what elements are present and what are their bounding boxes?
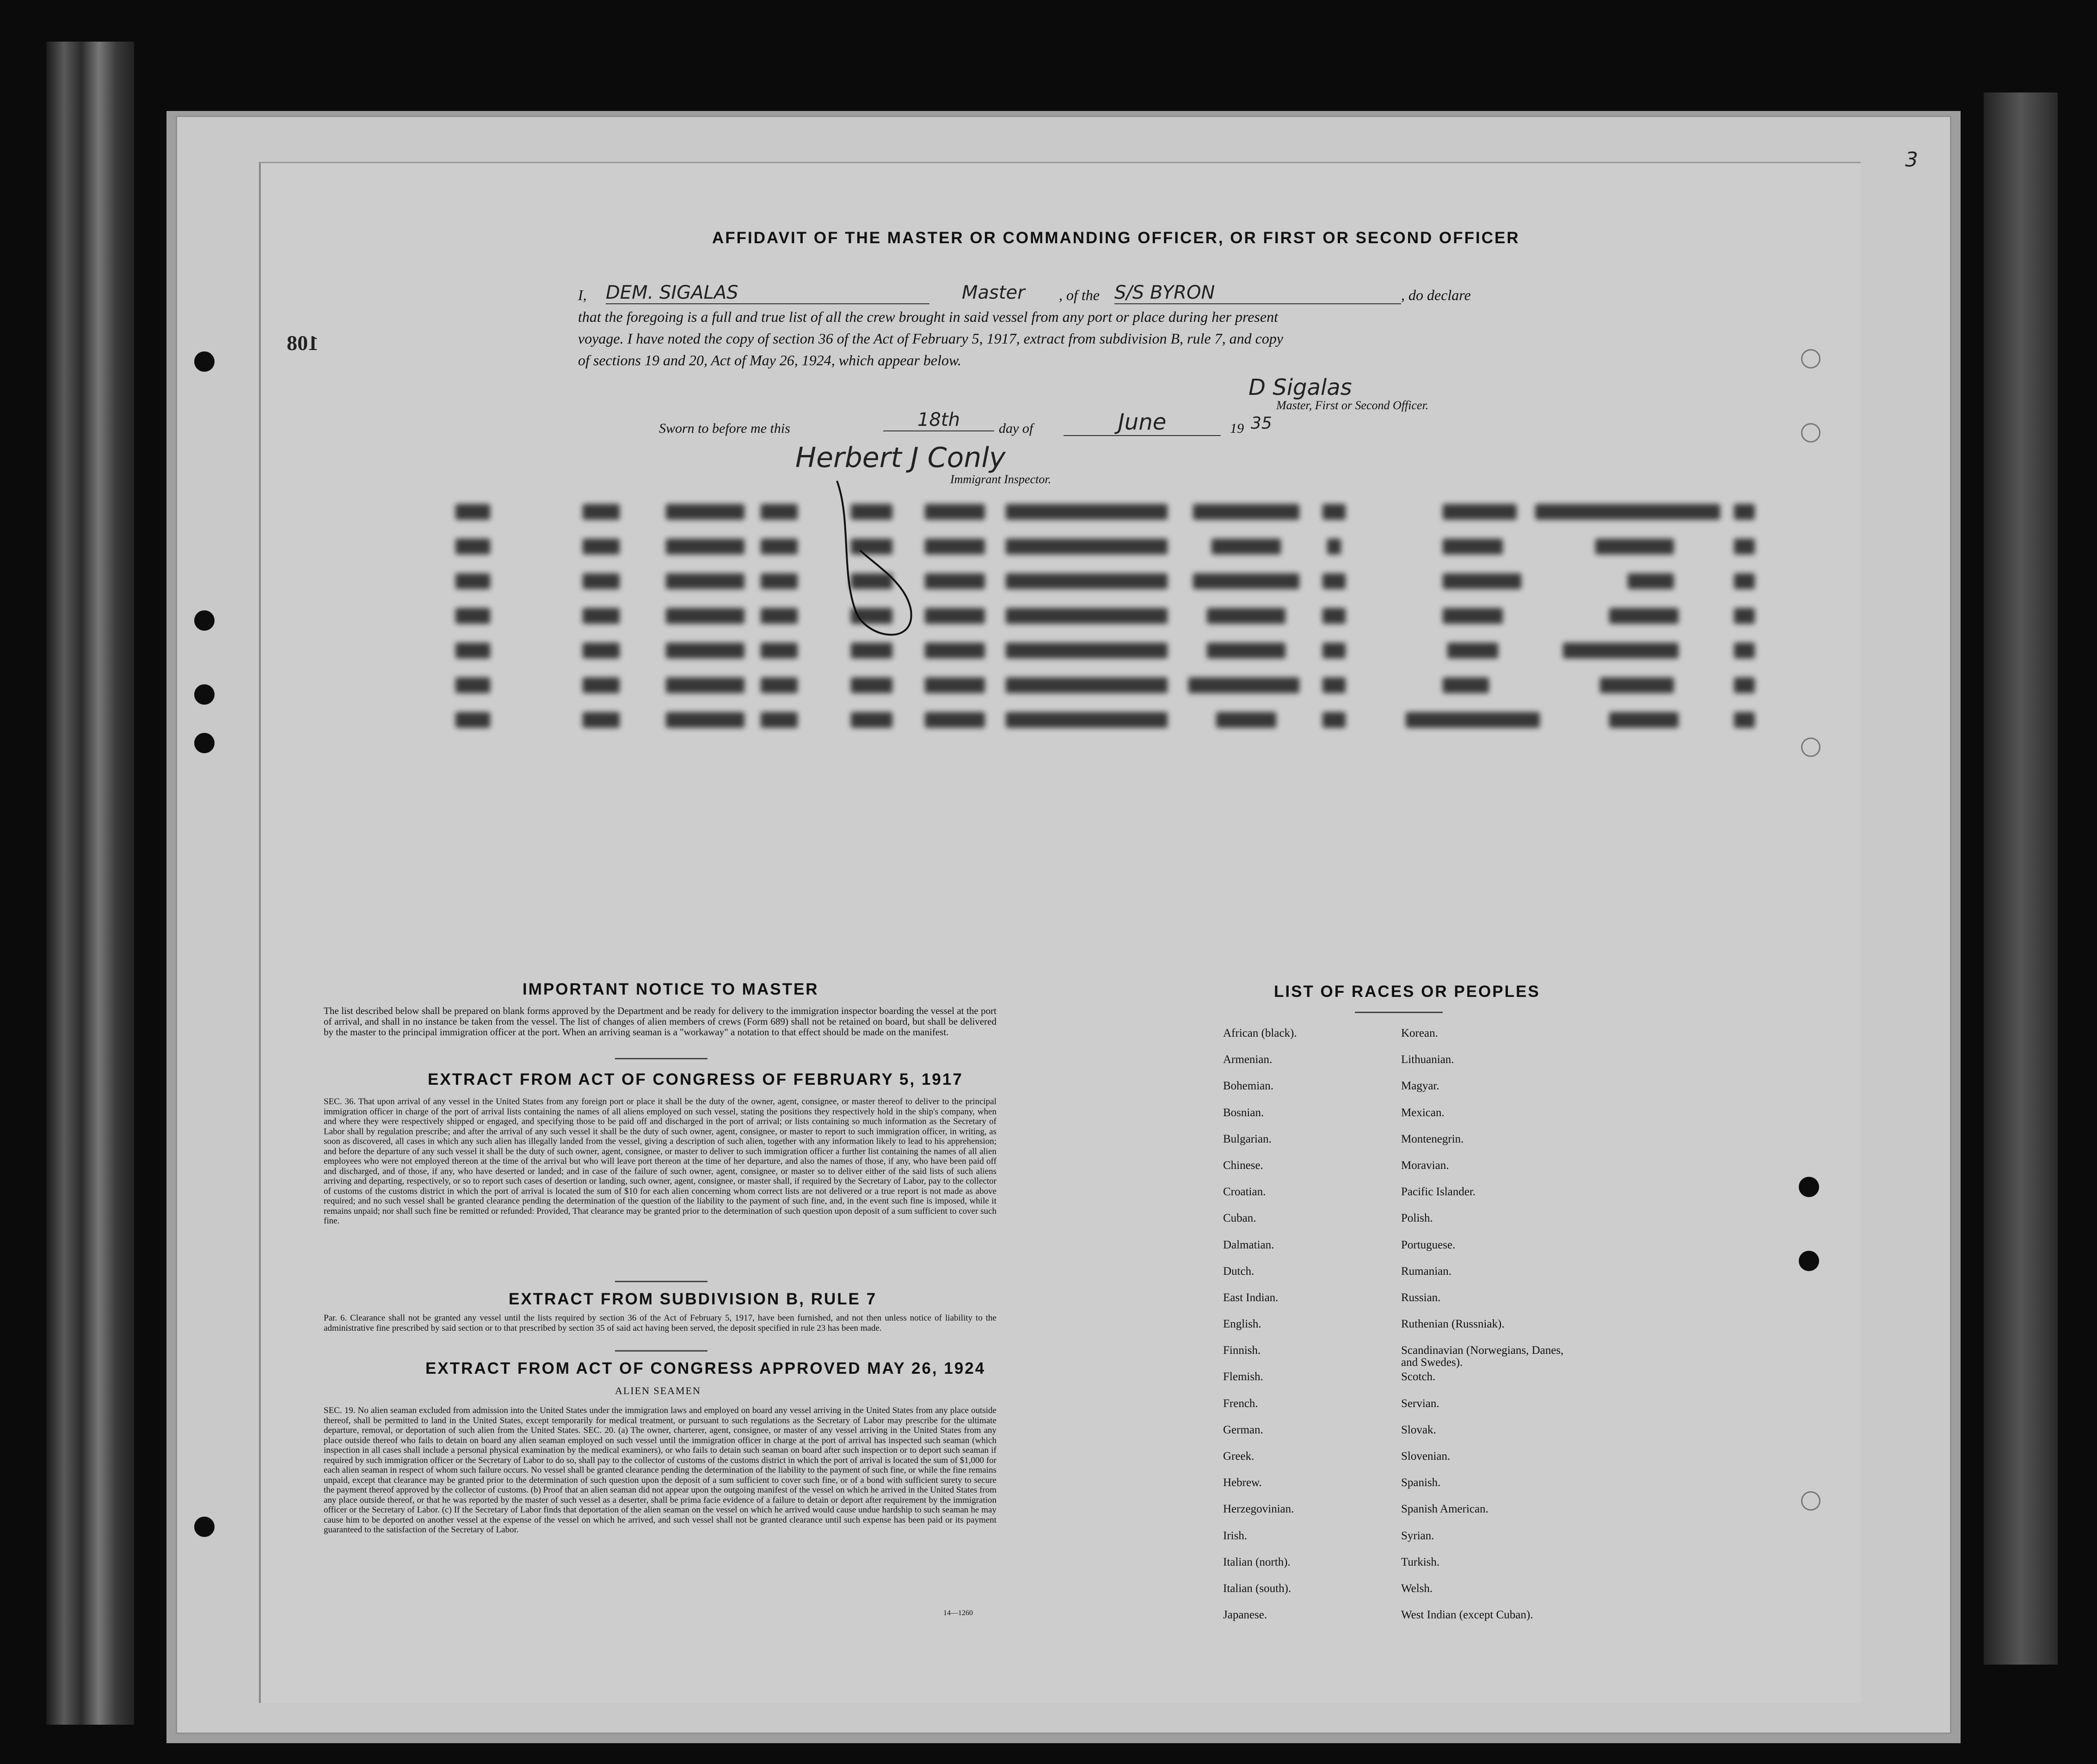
notice-text: The list described below shall be prepared on blank forms approved by the Department and be ready for delivery to the immigration inspector boarding the vessel at the port of arrival, and shall in no instance be taken from the vessel. The list of changes of alien members of crews (Form 689) shall not be retained on board, but shall be delivered by the master to the principal immigration officer at the port. When an arriving seaman is a "workaway" a notation to that effect should be made on the manifest. [324,1005,996,1038]
race-item: Scotch. [1401,1371,1436,1383]
sworn-label: Sworn to before me this [659,421,790,436]
race-item: Lithuanian. [1401,1053,1454,1066]
alien-seamen-subtitle: ALIEN SEAMEN [615,1385,701,1396]
mirrored-stamp: 108 [287,331,319,355]
extract2-title: EXTRACT FROM SUBDIVISION B, RULE 7 [509,1290,877,1308]
divider [615,1058,707,1059]
races-column-2 [1401,1027,1568,1635]
race-item: Italian (south). [1223,1582,1291,1595]
sworn-year-prefix: 19 [1230,421,1244,436]
affidavit-line-2: that the foregoing is a full and true list of all the crew brought in said vessel from any port or place during her present [578,308,1278,325]
punch-hole [194,684,215,705]
race-item: Armenian. [1223,1053,1273,1066]
race-item: Turkish. [1401,1555,1440,1568]
table-row [444,539,1757,554]
film-edge-left [46,42,134,1725]
race-item: Cuban. [1223,1212,1256,1225]
race-item: German. [1223,1423,1263,1436]
race-item: West Indian (except Cuban). [1401,1609,1533,1622]
sworn-day: 18th [883,409,994,431]
divider [1355,1012,1443,1013]
race-item: Chinese. [1223,1159,1263,1172]
extract1-title: EXTRACT FROM ACT OF CONGRESS OF FEBRUARY 5, 1917 [428,1070,963,1088]
table-row [444,677,1757,693]
punch-hole [1801,349,1820,369]
affidavit-declare: , do declare [1401,287,1471,303]
punch-hole [1799,1177,1819,1197]
punch-hole [1799,1251,1819,1271]
race-item: English. [1223,1318,1261,1331]
race-item: Pacific Islander. [1401,1186,1476,1199]
race-item: Herzegovinian. [1223,1503,1294,1516]
races-title: LIST OF RACES OR PEOPLES [1274,983,1540,1001]
affidavit-i: I, [578,287,587,303]
race-item: Welsh. [1401,1582,1433,1595]
inspector-signature: Herbert J Conly [795,442,1006,474]
race-item: Japanese. [1223,1609,1267,1622]
punch-hole [1801,738,1820,757]
sworn-day-of: day of [999,421,1033,436]
race-item: Bohemian. [1223,1080,1274,1093]
race-item: Slovak. [1401,1423,1436,1436]
table-row [444,504,1757,520]
handwritten-mark [823,472,943,703]
race-item: Spanish. [1401,1476,1441,1489]
affidavit-line-3: voyage. I have noted the copy of section 36 of the Act of February 5, 1917, extract from subdivision B, rule 7, and copy [578,330,1283,347]
form-number: 14—1260 [943,1609,973,1617]
table-row [444,608,1757,624]
race-item: Hebrew. [1223,1476,1262,1489]
race-item: Mexican. [1401,1106,1445,1119]
race-item: Irish. [1223,1529,1248,1542]
punch-hole [194,610,215,631]
affidavit-line-4: of sections 19 and 20, Act of May 26, 1924, which appear below. [578,352,961,369]
race-item: Polish. [1401,1212,1433,1225]
race-item: Flemish. [1223,1371,1263,1383]
inspector-caption: Immigrant Inspector. [950,473,1052,486]
extract2-text: Par. 6. Clearance shall not be granted any vessel until the lists required by section 36 of the Act of February 5, 1917, have been furnished, and not then unless notice of liability to the administrative fine prescribed by said section or to that prescribed by section 35 of said act having been served, the deposit specified in rule 23 has been made. [324,1313,996,1333]
race-item: Dalmatian. [1223,1238,1274,1251]
divider [615,1350,707,1352]
master-position: Master [962,282,1025,303]
extract3-title: EXTRACT FROM ACT OF CONGRESS APPROVED MAY 26, 1924 [425,1359,986,1377]
race-item: Slovenian. [1401,1450,1451,1463]
race-item: Montenegrin. [1401,1132,1464,1145]
punch-hole [1801,423,1820,443]
race-item: Syrian. [1401,1529,1434,1542]
race-item: Moravian. [1401,1159,1449,1172]
race-item: Portuguese. [1401,1238,1456,1251]
race-item: Ruthenian (Russniak). [1401,1318,1505,1331]
race-item: Greek. [1223,1450,1255,1463]
race-item: Bulgarian. [1223,1132,1272,1145]
sworn-month: June [1064,409,1221,436]
page-number: 3 [1905,148,1918,172]
extract3-text: SEC. 19. No alien seaman excluded from admission into the United States under the immigration laws and employed on board any vessel arriving in the United States from any place outside thereof, shall be permitted to land in the United States, except temporarily for medical treatment, or pursuant to such regulations as the Secretary of Labor may prescribe for the ultimate departure, removal, or deportation of such alien from the United States. SEC. 20. (a) The owner, charterer, agent, consignee, or master of any vessel arriving in the United States from any place outside thereof who fails to detain on board any alien seaman employed on such vessel until the immigration officer in charge at the port of arrival has inspected such seaman (which inspection in all cases shall include a personal physical examination by the medical examiners), or who fails to detain such seaman on board after such inspection or to deport such seaman if required by such immigration officer or the Secretary of Labor to do so, shall pay to the collector of customs of the customs district in which the port of arrival is located the sum of $1,000 for each alien seaman in respect of whom such failure occurs. No vessel shall be granted clearance pending the determination of the liability to the payment of such fine, or while the fine remains unpaid, except that clearance may be granted prior to the determination of such question upon the deposit of a sum sufficient to cover such fine, or of a bond with sufficient surety to secure the payment thereof approved by the collector of customs. (b) Proof that an alien seaman did not appear upon the outgoing manifest of the vessel on which he arrived in the United States from any place outside thereof, or that he was reported by the master of such vessel as a deserter, shall be prima facie evidence of a failure to detain or deport after requirement by the immigration officer or the Secretary of Labor. (c) If the Secretary of Labor finds that deportation of the alien seaman on the vessel on which he arrived would cause undue hardship to such seaman he may cause him to be deported on another vessel at the expense of the vessel on which he arrived, and such vessel shall not be granted clearance until such expense has been paid or its payment guaranteed to the satisfaction of the Secretary of Labor. [324,1406,996,1535]
punch-hole [194,733,215,753]
punch-hole [1801,1491,1820,1511]
races-column-1 [1223,1027,1390,1635]
race-item: Servian. [1401,1397,1439,1410]
film-edge-right [1984,92,2058,1665]
crew-list-redacted [444,499,1757,740]
notice-title: IMPORTANT NOTICE TO MASTER [523,980,819,998]
race-item: Italian (north). [1223,1555,1291,1568]
punch-hole [194,1517,215,1537]
race-item: Dutch. [1223,1265,1255,1278]
race-item: Bosnian. [1223,1106,1264,1119]
divider [615,1281,707,1282]
race-item: Rumanian. [1401,1265,1452,1278]
race-item: French. [1223,1397,1258,1410]
race-item: Finnish. [1223,1344,1261,1357]
race-item: Spanish American. [1401,1503,1488,1516]
signer-caption: Master, First or Second Officer. [1276,399,1429,412]
table-row [444,712,1757,728]
table-row [444,573,1757,589]
affidavit-title: AFFIDAVIT OF THE MASTER OR COMMANDING OFFICER, OR FIRST OR SECOND OFFICER [712,229,1520,247]
race-item: East Indian. [1223,1291,1279,1304]
master-signature: D Sigalas [1248,375,1352,400]
race-item: Croatian. [1223,1186,1266,1199]
race-item: Scandinavian (Norwegians, Danes, and Swedes). [1401,1344,1564,1369]
table-row [444,643,1757,658]
vessel-name: S/S BYRON [1114,282,1401,304]
race-item: Magyar. [1401,1080,1439,1093]
master-name: DEM. SIGALAS [606,282,929,304]
extract1-text: SEC. 36. That upon arrival of any vessel in the United States from any foreign port or place it shall be the duty of the owner, agent, consignee, or master thereof to deliver to the principal immigration officer in charge of the port of arrival lists containing the names of all aliens employed on such vessel, stating the positions they respectively hold in the ship's company, when and where they were respectively shipped or engaged, and specifying those to be paid off and discharged in the port of arrival; or lists containing so much information as the Secretary of Labor shall by regulation prescribe; and after the arrival of any such vessel it shall be the duty of such owner, agent, consignee, or master to report to such immigration officer, in writing, as soon as discovered, all cases in which any such alien has illegally landed from the vessel, giving a description of such alien, together with any information likely to lead to his apprehension; and before the departure of any such vessel it shall be the duty of such owner, agent, consignee, or master to deliver to such immigration officer a further list containing the names of all alien employees who were not employed thereon at the time of the arrival but who will leave port thereon at the time of her departure, and also the names of those, if any, who have been paid off and discharged, and of those, if any, who have deserted or landed; and in case of the failure of such owner, agent, consignee, or master so to deliver either of the said lists of such aliens arriving and departing, respectively, or so to report such cases of desertion or landing, such owner, agent, consignee, or master shall, if required by the Secretary of Labor, pay to the collector of customs of the customs district in which the port of arrival is located the sum of $10 for each alien concerning whom correct lists are not delivered or a true report is not made as above required; and no such vessel shall be granted clearance pending the determination of the question of the liability to the payment of such fine, and, in the event such fine is imposed, while it remains unpaid; nor shall such fine be remitted or refunded: Provided, That clearance may be granted prior to the determination of such question upon deposit of a sum sufficient to cover such fine. [324,1097,996,1226]
race-item: Korean. [1401,1027,1438,1039]
punch-hole [194,351,215,372]
race-item: African (black). [1223,1027,1297,1039]
sworn-year: 35 [1251,414,1272,433]
race-item: Russian. [1401,1291,1441,1304]
affidavit-of-the: , of the [1059,287,1100,303]
